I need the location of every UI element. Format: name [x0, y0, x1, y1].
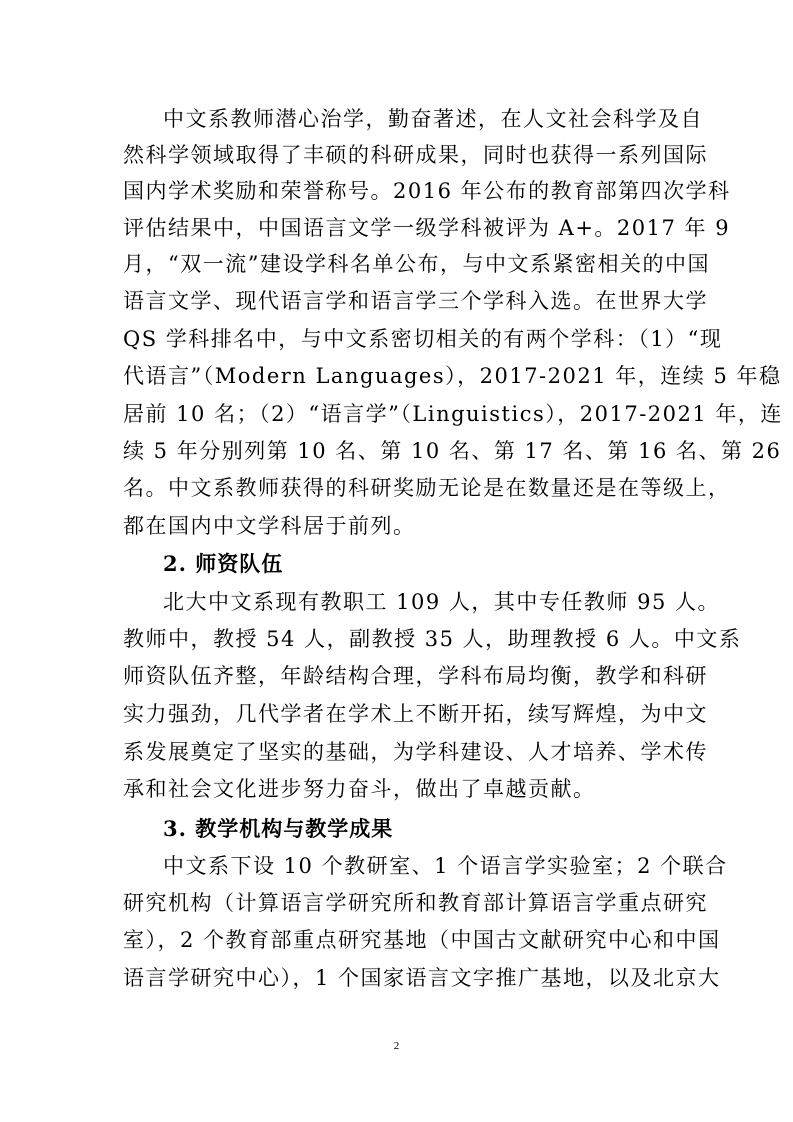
- paragraph-line: 月，“双一流”建设学科名单公布，与中文系紧密相关的中国: [123, 252, 710, 276]
- paragraph-line: 名。中文系教师获得的科研奖励无论是在数量还是在等级上，: [123, 476, 731, 500]
- paragraph-line: 评估结果中，中国语言文学一级学科被评为 A+。2017 年 9: [123, 216, 731, 240]
- page-number: 2: [393, 1040, 400, 1052]
- paragraph-line: 都在国内中文学科居于前列。: [123, 514, 416, 538]
- paragraph-line: 师资队伍齐整，年龄结构合理，学科布局均衡，教学和科研: [123, 664, 708, 688]
- paragraph-line: 实力强劲，几代学者在学术上不断开拓，续写辉煌，为中文: [123, 702, 708, 726]
- section-heading: 2. 师资队伍: [163, 551, 284, 576]
- paragraph-line: 语言文学、现代语言学和语言学三个学科入选。在世界大学: [123, 289, 708, 313]
- paragraph-line: 研究机构（计算语言学研究所和教育部计算语言学重点研究: [123, 891, 708, 915]
- paragraph-line: 代语言”（Modern Languages），2017-2021 年，连续 5 年稳: [123, 364, 782, 388]
- paragraph-line: 续 5 年分别列第 10 名、第 10 名、第 17 名、第 16 名、第 26: [123, 439, 782, 463]
- paragraph-line: 然科学领域取得了丰硕的科研成果，同时也获得一系列国际: [123, 143, 708, 167]
- paragraph-line: 承和社会文化进步努力奋斗，做出了卓越贡献。: [123, 777, 596, 801]
- paragraph-line: 国内学术奖励和荣誉称号。2016 年公布的教育部第四次学科: [123, 179, 731, 203]
- paragraph-line: 语言学研究中心），1 个国家语言文字推广基地，以及北京大: [123, 966, 721, 990]
- paragraph-line: 教师中，教授 54 人，副教授 35 人，助理教授 6 人。中文系: [123, 627, 742, 651]
- paragraph-line: 系发展奠定了坚实的基础，为学科建设、人才培养、学术传: [123, 740, 708, 764]
- paragraph-line: 北大中文系现有教职工 109 人，其中专任教师 95 人。: [163, 590, 721, 614]
- paragraph-line: 居前 10 名；（2）“语言学”（Linguistics），2017-2021 年，连: [123, 402, 783, 426]
- section-heading: 3. 教学机构与教学成果: [163, 816, 394, 841]
- paragraph-line: 中文系教师潜心治学，勤奋著述，在人文社会科学及自: [163, 107, 703, 131]
- paragraph-line: 中文系下设 10 个教研室、1 个语言学实验室；2 个联合: [163, 854, 728, 878]
- paragraph-line: 室），2 个教育部重点研究基地（中国古文献研究中心和中国: [123, 928, 721, 952]
- paragraph-line: QS 学科排名中，与中文系密切相关的有两个学科：（1）“现: [123, 327, 723, 351]
